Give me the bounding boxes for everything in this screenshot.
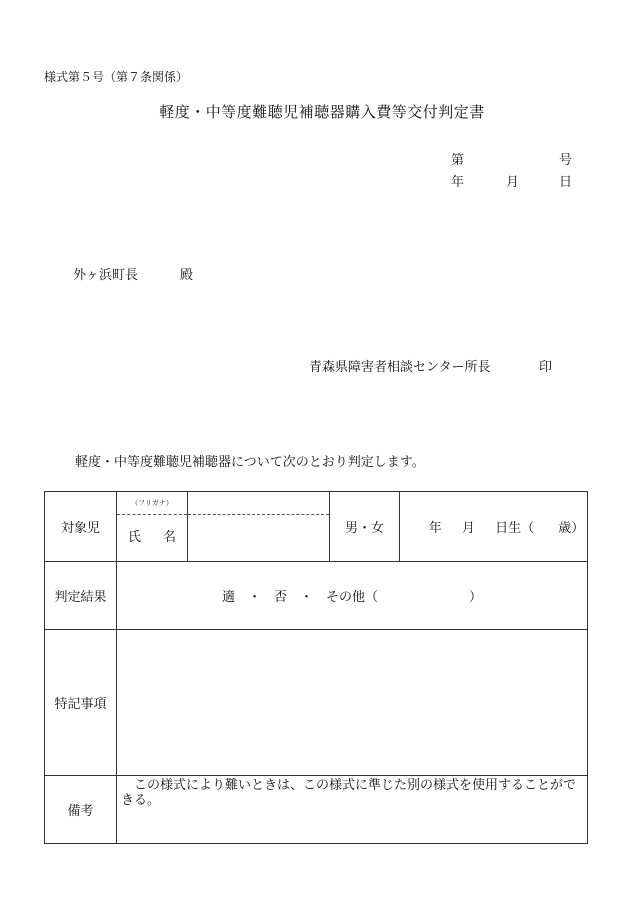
- birthdate-field[interactable]: [400, 492, 588, 562]
- date-month: 月: [506, 175, 520, 190]
- document-title: 軽度・中等度難聴児補聴器購入費等交付判定書: [159, 103, 485, 121]
- recipient-name: 外ヶ浜町長: [73, 268, 139, 283]
- result-label: 判定結果: [45, 562, 117, 630]
- name-label-cell: [117, 492, 188, 562]
- birth-day-label: 日生（: [495, 521, 535, 536]
- birth-month-label: 月: [461, 521, 475, 536]
- furigana-label: （フリガナ）: [117, 492, 187, 515]
- remarks-label: 備考: [45, 776, 117, 844]
- name-label: [117, 515, 187, 561]
- judgment-table: [44, 491, 588, 844]
- name-label-part-1: 氏: [127, 530, 141, 545]
- subject-row: [45, 492, 588, 562]
- age-label: 歳）: [558, 521, 585, 536]
- result-options[interactable]: 適 ・ 否 ・ その他（ ）: [117, 562, 588, 630]
- remarks-row: [45, 776, 588, 844]
- subject-label: 対象児: [45, 492, 117, 562]
- intro-text: 軽度・中等度難聴児補聴器について次のとおり判定します。: [75, 455, 425, 470]
- name-label-part-2: 名: [163, 530, 177, 545]
- form-number: 様式第５号（第７条関係）: [44, 70, 189, 84]
- notes-field[interactable]: [117, 630, 588, 776]
- issue-number-label: 第: [451, 153, 465, 168]
- date-year: 年: [451, 175, 465, 190]
- birth-year-label: 年: [428, 521, 442, 536]
- result-row: [45, 562, 588, 630]
- notes-label: 特記事項: [45, 630, 117, 776]
- notes-row: [45, 630, 588, 776]
- remarks-text: この様式により難いときは、この様式に準じた別の様式を使用することができる。: [117, 776, 588, 844]
- furigana-input[interactable]: [188, 492, 329, 515]
- name-input[interactable]: [188, 515, 329, 561]
- date-day: 日: [559, 175, 573, 190]
- seal-mark: 印: [539, 360, 553, 375]
- issuer-name: 青森県障害者相談センター所長: [309, 360, 491, 375]
- issue-number-suffix: 号: [559, 153, 573, 168]
- gender-field[interactable]: 男・女: [330, 492, 400, 562]
- recipient-honorific: 殿: [180, 268, 194, 283]
- name-input-cell[interactable]: [188, 492, 330, 562]
